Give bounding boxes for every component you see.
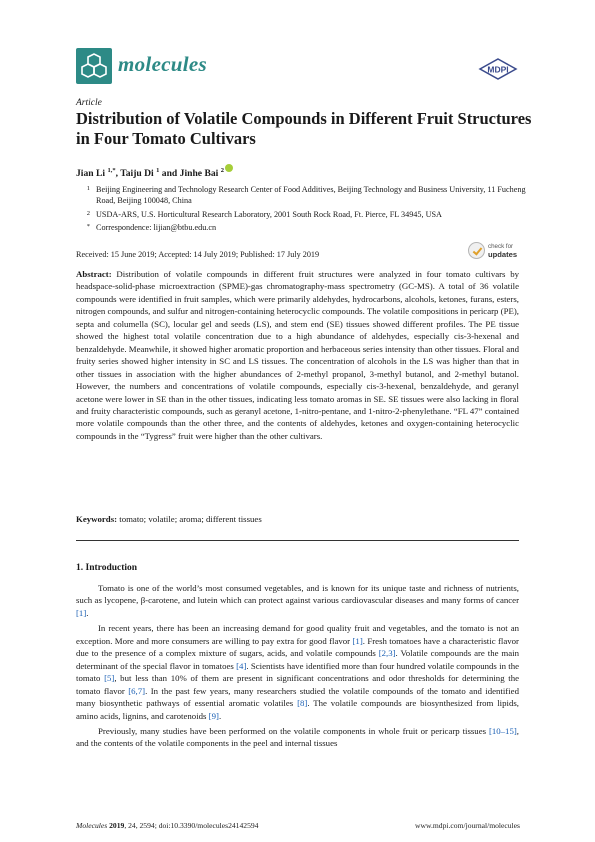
keywords-text: tomato; volatile; aroma; different tissues [119, 514, 262, 524]
text-run: Tomato is one of the world’s most consumed vegetables, and is known for its unique taste and richness of nutrients, such as lycopene, β-carotene, and lutein which can protect against various cardiovascular diseases and many forms of cancer [76, 583, 519, 606]
text-run: . The volatile compounds are biosynthesized from lipids, amino acids, lignins, and carotenoids [76, 698, 519, 721]
text-run: , and the contents of the volatile components in the peel and internal tissues [76, 725, 519, 749]
footer-journal: Molecules [76, 821, 108, 830]
keywords-label: Keywords: [76, 514, 118, 524]
citation-link[interactable]: [8] [297, 698, 308, 709]
affiliation-text: USDA-ARS, U.S. Horticultural Research Laboratory, 2001 South Rock Road, Ft. Pierce, FL 34945, USA [96, 210, 442, 219]
affiliation-mark: 1 [86, 185, 90, 192]
text-run: Previously, many studies have been performed on the volatile components in whole fruit or pericarp tissues [98, 725, 489, 736]
footer-citation [76, 821, 258, 830]
correspondence-mark: * [86, 223, 90, 230]
affiliation-text: Beijing Engineering and Technology Research Center of Food Additives, Beijing Technology and Business University, 11 Fucheng Road, Beijing 100048, China [96, 185, 526, 205]
text-run: . Fresh tomatoes have a characteristic flavor due to the presence of a complex mixture of sugars, acids, and volatile compounds [76, 635, 519, 659]
author-name[interactable]: Jian Li [76, 168, 106, 179]
author-name[interactable]: Jinhe Bai [179, 168, 219, 179]
text-run: , but less than 10% of them are present in significant concentrations and odor thresholds for determining the tomato flavor [76, 673, 519, 696]
citation-link[interactable]: [6,7] [128, 685, 146, 696]
citation-link[interactable]: [4] [236, 660, 247, 671]
author-name[interactable]: Taiju Di [120, 168, 154, 179]
citation-link[interactable]: [2,3] [378, 648, 396, 659]
author-marks: 1,* [107, 166, 116, 174]
abstract-label: Abstract: [76, 269, 112, 279]
author-separator: , [115, 168, 121, 179]
article-title: Distribution of Volatile Compounds in Different Fruit Structures in Four Tomato Cultivars [76, 109, 532, 148]
article-type: Article [76, 98, 102, 108]
paragraph [76, 622, 519, 722]
text-run: In recent years, there has been an increasing demand for good quality fruit and vegetables, and the tomato is not an exception. More and more consumers are willing to pay extra for good flavor [76, 623, 519, 646]
text-run: . [218, 710, 222, 721]
check-updates-line2: updates [488, 250, 518, 259]
introduction-body [76, 582, 519, 750]
author-list [76, 164, 233, 179]
text-run: . Volatile compounds are the main determinant of the special flavor in tomatoes [76, 648, 520, 671]
citation-link[interactable]: [10–15] [488, 725, 517, 736]
author-separator: and [159, 168, 180, 179]
journal-logo-icon [76, 48, 112, 84]
section-divider [76, 540, 519, 541]
mdpi-logo-icon [478, 58, 518, 78]
footer-url[interactable]: www.mdpi.com/journal/molecules [415, 821, 520, 830]
affiliation-mark: 2 [86, 210, 90, 217]
footer-doi: , 24, 2594; doi:10.3390/molecules24142594 [124, 821, 259, 830]
author-marks: 2 [220, 166, 224, 174]
orcid-icon[interactable] [225, 164, 233, 172]
check-updates-icon [468, 242, 485, 259]
section-heading: 1. Introduction [76, 563, 138, 573]
citation-link[interactable]: [9] [208, 710, 219, 721]
mdpi-logo-text: MDPI [487, 64, 509, 75]
publication-dates: Received: 15 June 2019; Accepted: 14 July 2019; Published: 17 July 2019 [76, 250, 320, 259]
text-run: . Scientists have identified more than four hundred volatile compounds in the tomato [76, 660, 519, 684]
abstract [76, 268, 519, 442]
citation-link[interactable]: [1] [352, 635, 363, 646]
author-marks: 1 [156, 166, 160, 174]
journal-name: molecules [118, 52, 208, 76]
keywords [76, 514, 262, 524]
check-for-updates-button[interactable] [468, 242, 528, 262]
check-updates-line1: check for [488, 243, 514, 250]
paragraph [76, 582, 519, 619]
citation-link[interactable]: [1] [76, 607, 87, 618]
text-run: . [86, 607, 89, 618]
text-run: . In the past few years, many researchers studied the volatile compounds of the tomato and identified many biosynthetic pathways of essential aromatic volatiles [76, 685, 519, 709]
abstract-text: Distribution of volatile compounds in different fruit structures were analyzed in four tomato cultivars by headspace-solid-phase microextraction (SPME)-gas chromatography-mass spectrometry (GC-MS). A total of 36 volatile compounds were identified in fruit samples, which were primarily aldehydes, hydrocarbons, alcohols, ketones, furans, esters, nitrogen compounds, and sulfur and nitrogen-containing heterocyclic compounds. The volatile compositions in pericarp (PE), septa and columella (SC), locular gel and seeds (LS), and stem end (SE) tissues showed different profiles. The PE tissue showed the highest total volatile concentration due to a high abundance of aldehydes, especially cis-3-hexenal and benzaldehyde. Meanwhile, it showed higher aromatic proportion and herbaceous series intensity than other tissues. Floral and fruity series showed higher intensity in SC and LS tissues. The concentration of alcohols in the LS was higher than that in other tissues in association with the higher abundances of 2-methyl propanol, 3-methyl butanol, and 2-methyl butanol. However, the numbers and concentrations of volatile compounds, especially cis-3-hexenal, benzaldehyde, and geranyl acetone were lower in SE than in the other tissues, indicating less tomato aromas in SE. SE tissues were also lacking in floral and fruity characteristic compounds, such as geranyl acetone, 1-nitro-pentane, and 1-nitro-2-phenylethane. “FL 47” contained more volatile compounds than the other three, and the contents of aldehydes, ketones and oxygen-containing heterocyclic compounds in the “Tygress” fruit were higher than the other cultivars. [76, 269, 519, 441]
paragraph [76, 725, 519, 750]
correspondence-text: Correspondence: lijian@btbu.edu.cn [96, 223, 217, 232]
footer-year: 2019 [109, 821, 125, 830]
citation-link[interactable]: [5] [104, 673, 115, 684]
